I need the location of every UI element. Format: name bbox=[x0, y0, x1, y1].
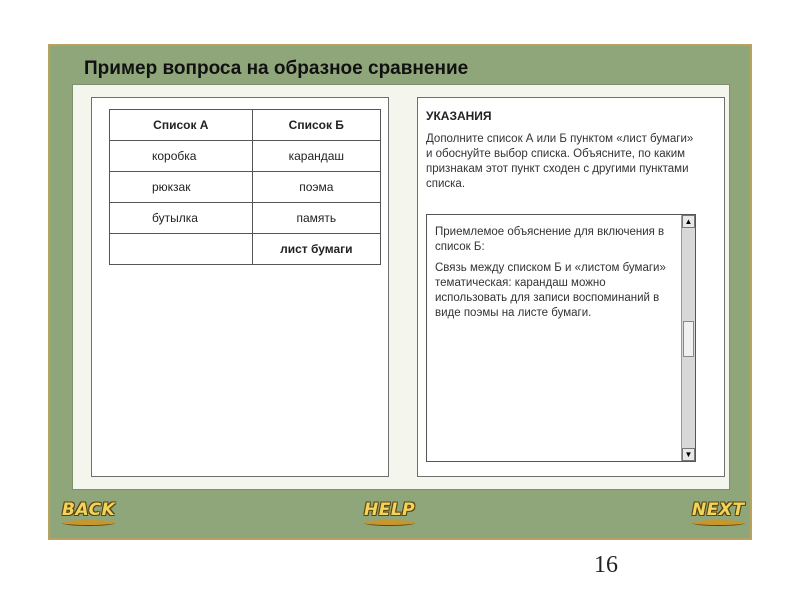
scroll-up-icon[interactable]: ▲ bbox=[682, 215, 695, 228]
answer-paragraph: Приемлемое объяснение для включения в список Б: bbox=[435, 226, 665, 253]
scroll-down-icon[interactable]: ▼ bbox=[682, 448, 695, 461]
table-row bbox=[110, 203, 381, 234]
cell-list-a: коробка bbox=[110, 141, 253, 172]
slide-frame bbox=[48, 44, 752, 540]
cell-list-a bbox=[110, 234, 253, 265]
page-title: Пример вопроса на образное сравнение bbox=[84, 58, 469, 79]
header-list-b: Список Б bbox=[252, 110, 380, 141]
help-button[interactable] bbox=[364, 500, 415, 526]
cell-list-b-added: лист бумаги bbox=[252, 234, 380, 265]
back-underline-icon bbox=[62, 520, 115, 526]
answer-content bbox=[435, 225, 673, 327]
header-list-a: Список А bbox=[110, 110, 253, 141]
next-underline-icon bbox=[692, 520, 745, 526]
next-button-label: NEXT bbox=[692, 500, 745, 520]
instructions-text: Дополните список А или Б пунктом «лист бумаги» и обоснуйте выбор списка. Объясните, по каким признакам этот пункт сходен с другими пунктами списка. bbox=[426, 133, 694, 190]
cell-list-b: карандаш bbox=[252, 141, 380, 172]
instructions-panel bbox=[417, 97, 725, 477]
back-button-label: BACK bbox=[62, 500, 116, 520]
cell-list-a: бутылка bbox=[110, 203, 253, 234]
table-row bbox=[110, 141, 381, 172]
help-button-label: HELP bbox=[364, 500, 416, 520]
answer-textarea[interactable] bbox=[426, 214, 696, 462]
page-number: 16 bbox=[594, 552, 618, 578]
table-row bbox=[110, 172, 381, 203]
instructions-heading: УКАЗАНИЯ bbox=[426, 109, 492, 123]
table-header-row bbox=[110, 110, 381, 141]
cell-list-a: рюкзак bbox=[110, 172, 253, 203]
help-underline-icon bbox=[364, 520, 415, 526]
next-button[interactable] bbox=[692, 500, 745, 526]
answer-scrollbar[interactable] bbox=[681, 215, 695, 461]
cell-list-b: поэма bbox=[252, 172, 380, 203]
table-row bbox=[110, 234, 381, 265]
scroll-thumb[interactable] bbox=[683, 321, 694, 357]
content-area bbox=[72, 84, 730, 490]
back-button[interactable] bbox=[62, 500, 115, 526]
lists-table bbox=[109, 109, 381, 265]
answer-paragraph: Связь между списком Б и «листом бумаги» тематическая: карандаш можно использовать для записи воспоминаний в виде поэмы на листе бумаги. bbox=[435, 262, 666, 319]
cell-list-b: память bbox=[252, 203, 380, 234]
lists-panel bbox=[91, 97, 389, 477]
